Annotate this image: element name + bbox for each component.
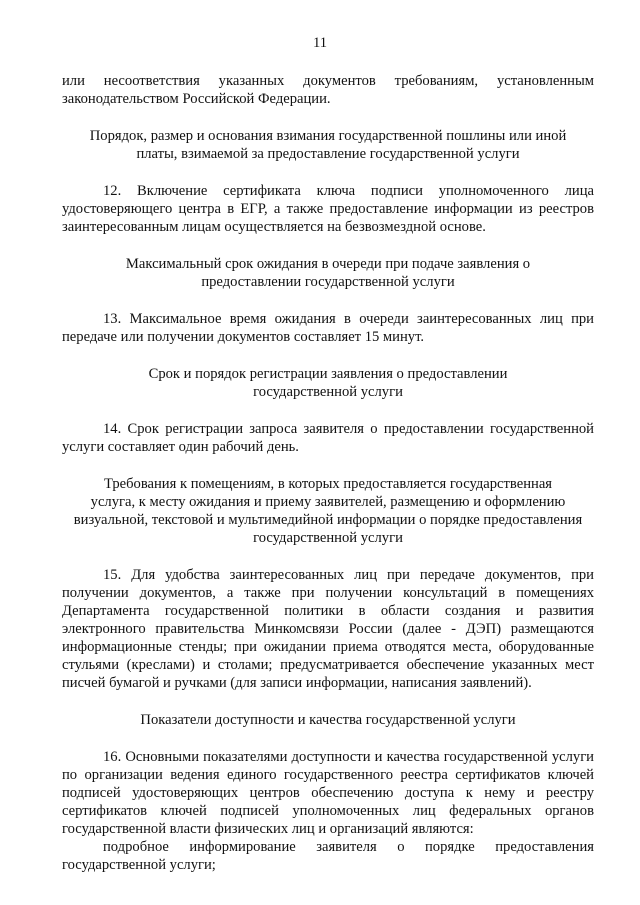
heading-line: платы, взимаемой за предоставление государственной услуги [136,146,520,162]
heading-line: предоставлении государственной услуги [201,274,455,290]
heading-line: Показатели доступности и качества государственной услуги [140,712,516,728]
heading-line: Срок и порядок регистрации заявления о предоставлении [148,366,508,382]
section-heading-fee [62,127,594,163]
section-heading-queue-time [62,255,594,291]
paragraph-16-item: подробное информирование заявителя о порядке предоставления государственной услуги; [62,839,594,873]
section-heading-registration [62,365,594,401]
heading-line: услуга, к месту ожидания и приему заявителей, размещению и оформлению [90,494,566,510]
paragraph-15: 15. Для удобства заинтересованных лиц при передаче документов, при получении документов, а также при получении консультаций в помещениях Департамента государственной политики в области создания и развития электронного правительства Минкомсвязи России (далее - ДЭП) размещаются информационные стенды; при ожидании приема отводятся места, оборудованные стульями (креслами) и столами; предусматривается обеспечение указанных мест писчей бумагой и ручками (для записи информации, написания заявлений). [62,567,594,691]
document-body [62,72,594,874]
paragraph-12: 12. Включение сертификата ключа подписи уполномоченного лица удостоверяющего центра в ЕГР, а также предоставление информации из реестров заинтересованным лицам осуществляется на безвозмездной основе. [62,183,594,235]
heading-line: визуальной, текстовой и мультимедийной информации о порядке предоставления [73,512,583,528]
heading-line: Порядок, размер и основания взимания государственной пошлины или иной [89,128,567,144]
paragraph-13: 13. Максимальное время ожидания в очереди заинтересованных лиц при передаче или получении документов составляет 15 минут. [62,311,594,345]
heading-line: Максимальный срок ожидания в очереди при подаче заявления о [125,256,531,272]
section-heading-quality [62,711,594,729]
paragraph-16: 16. Основными показателями доступности и качества государственной услуги по организации ведения единого государственного реестра сертификатов ключей подписей удостоверяющих центров обеспечению доступа к нему и реестру сертификатов ключей подписей уполномоченных лиц федеральных органов государственной власти физических лиц и организаций являются: [62,749,594,837]
paragraph-continuation: или несоответствия указанных документов требованиям, установленным законодательством Российской Федерации. [62,73,594,107]
heading-line: государственной услуги [253,530,403,546]
section-heading-premises [62,475,594,547]
heading-line: государственной услуги [253,384,403,400]
paragraph-14: 14. Срок регистрации запроса заявителя о предоставлении государственной услуги составляет один рабочий день. [62,421,594,455]
heading-line: Требования к помещениям, в которых предоставляется государственная [103,476,553,492]
page-number: 11 [312,35,328,51]
